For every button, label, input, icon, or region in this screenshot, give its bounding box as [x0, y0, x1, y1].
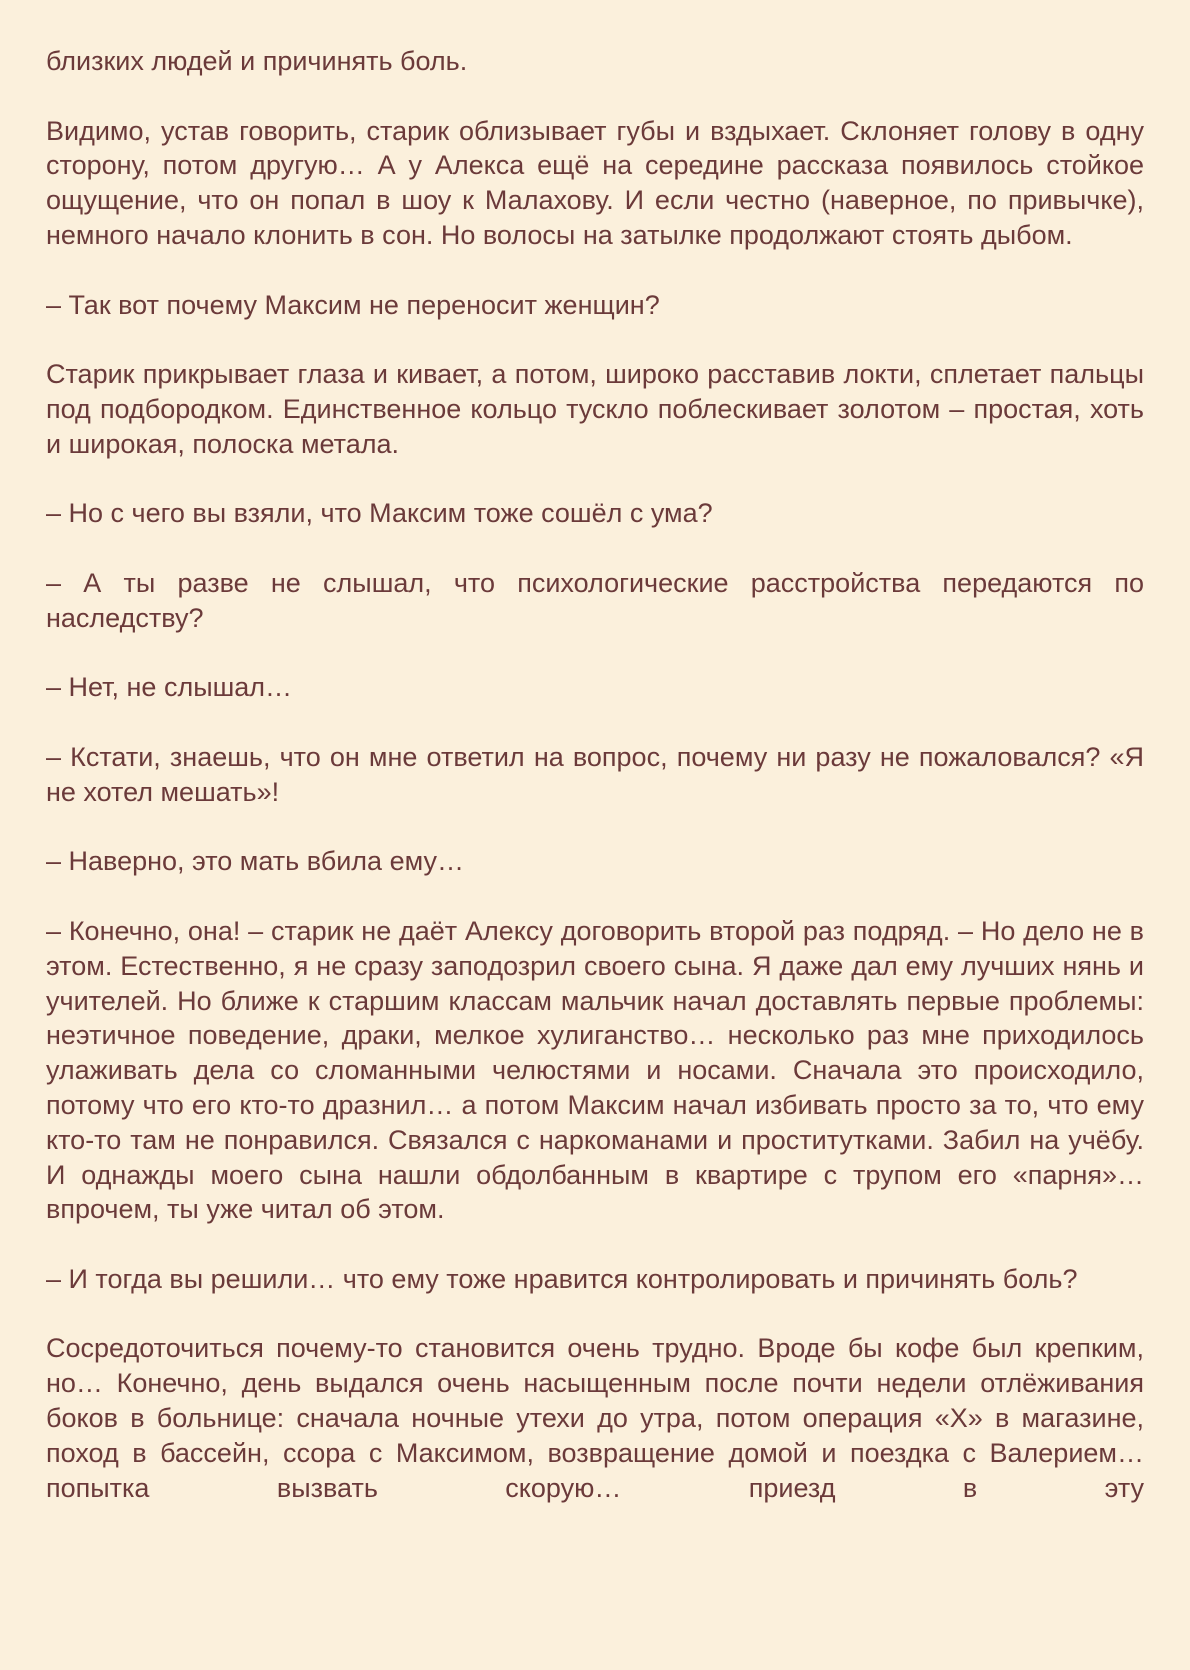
paragraph-1: близких людей и причинять боль.	[46, 46, 468, 76]
book-page	[46, 44, 1144, 1505]
dialogue-line-1: – Так вот почему Максим не переносит женщин?	[46, 289, 660, 320]
dialogue-line-4: – Нет, не слышал…	[46, 672, 293, 703]
paragraph-2: Видимо, устав говорить, старик облизывает губы и вздыхает. Склоняет голову в одну сторону, потом другую… А у Алекса ещё на середине рассказа появилось стойкое ощущение, что он попал в шоу к Малахову. И если честно (наверное, по привычке), немного начало клонить в сон. Но волосы на затылке продолжают стоять дыбом.	[46, 115, 1144, 250]
dialogue-line-5: – Кстати, знаешь, что он мне ответил на вопрос, почему ни разу не пожаловался? «Я не хотел мешать»!	[46, 741, 1144, 807]
dialogue-line-2: – Но с чего вы взяли, что Максим тоже сошёл с ума?	[46, 498, 713, 529]
dialogue-line-3: – А ты разве не слышал, что психологические расстройства передаются по наследству?	[46, 567, 1144, 633]
dialogue-line-6: – Наверно, это мать вбила ему…	[46, 846, 464, 877]
paragraph-3: Старик прикрывает глаза и кивает, а потом, широко расставив локти, сплетает пальцы под подбородком. Единственное кольцо тускло поблескивает золотом – простая, хоть и широкая, полоска метала.	[46, 359, 1144, 459]
dialogue-line-7: – Конечно, она! – старик не даёт Алексу договорить второй раз подряд. – Но дело не в этом. Естественно, я не сразу заподозрил своего сына. Я даже дал ему лучших нянь и учителей. Но ближе к старшим классам мальчик начал доставлять первые проблемы: неэтичное поведение, драки, мелкое хулиганство… несколько раз мне приходилось улаживать дела со сломанными челюстями и носами. Сначала это происходило, потому что его кто-то дразнил… а потом Максим начал избивать просто за то, что ему кто-то там не понравился. Связался с наркоманами и проститутками. Забил на учёбу. И однажды моего сына нашли обдолбанным в квартире с трупом его «парня»… впрочем, ты уже читал об этом.	[46, 915, 1144, 1225]
paragraph-4: Сосредоточиться почему-то становится очень трудно. Вроде бы кофе был крепким, но… Конечно, день выдался очень насыщенным после почти недели отлёживания боков в больнице: сначала ночные утехи до утра, потом операция «Х» в магазине, поход в бассейн, ссора с Максимом, возвращение домой и поездка с Валерием… попытка вызвать скорую… приезд в эту	[46, 1333, 1144, 1503]
dialogue-line-8: – И тогда вы решили… что ему тоже нравится контролировать и причинять боль?	[46, 1263, 1078, 1294]
